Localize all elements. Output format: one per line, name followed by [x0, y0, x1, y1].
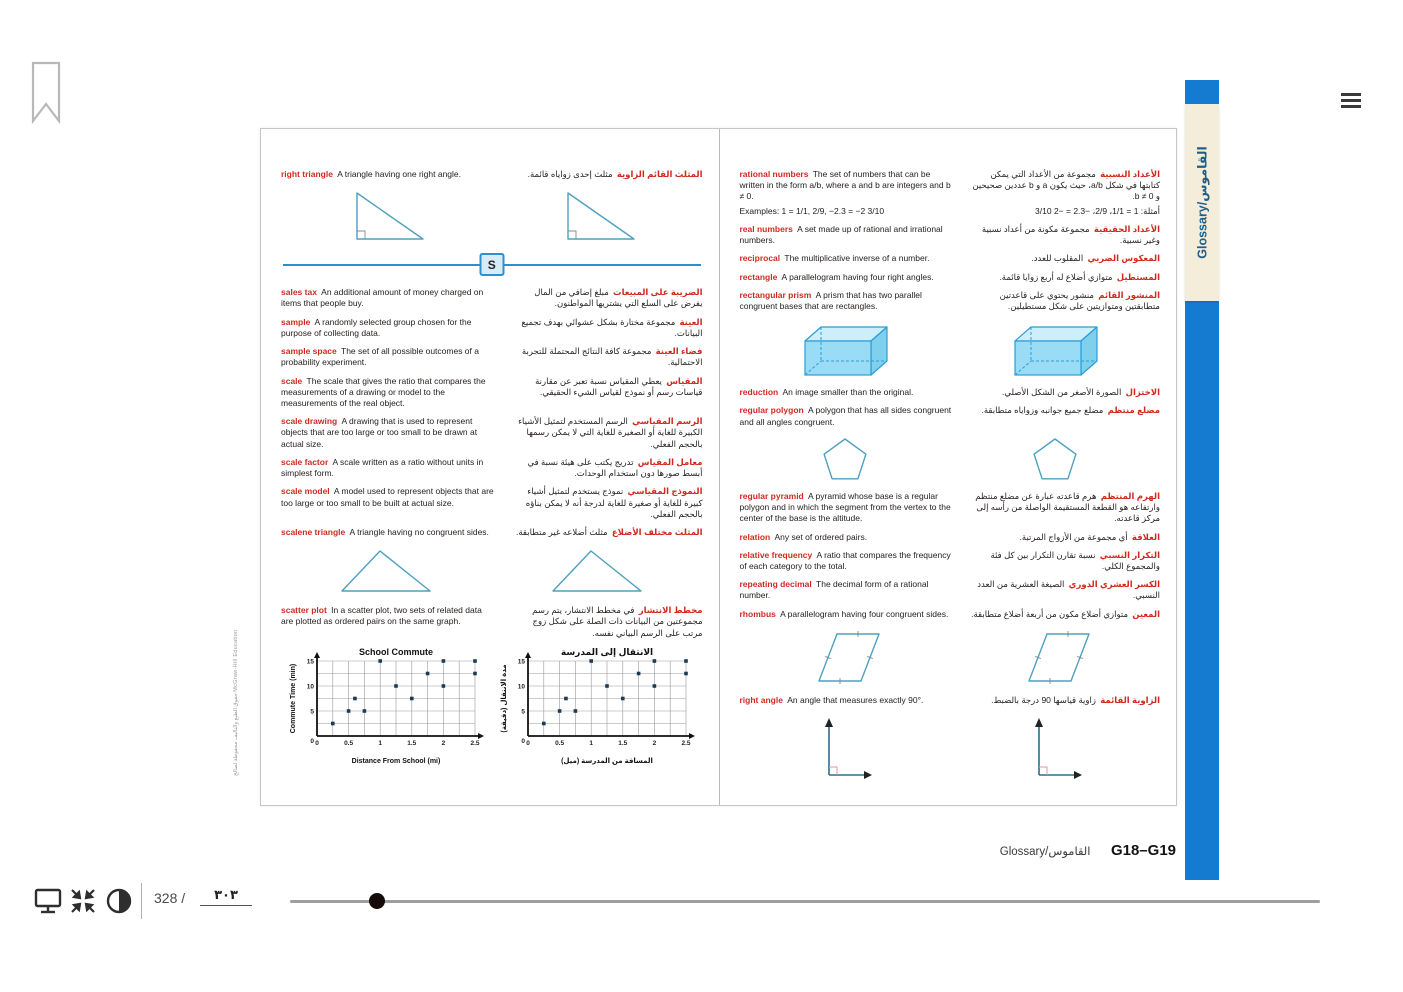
entry-definition: An additional amount of money charged on items that people buy. — [281, 287, 484, 309]
entry-arabic — [513, 605, 703, 639]
svg-text:1.5: 1.5 — [618, 739, 628, 747]
entry-term: right triangle — [281, 169, 333, 179]
glossary-entry — [740, 405, 1161, 427]
entry-term: regular polygon — [739, 405, 804, 416]
right-triangle-figure — [343, 187, 429, 245]
entry-definition-ar: المقلوب للعدد. — [1031, 253, 1084, 264]
entry-definition: The multiplicative inverse of a number. — [784, 253, 930, 264]
menu-button[interactable] — [1341, 90, 1363, 111]
entry-term: rational numbers — [739, 169, 809, 179]
glossary-entry — [281, 376, 703, 410]
page-spread — [260, 128, 1177, 806]
svg-text:5: 5 — [310, 708, 315, 716]
entry-arabic — [513, 527, 703, 538]
glossary-entry — [740, 579, 1161, 601]
glossary-entry — [740, 169, 1161, 217]
page-separator: / — [181, 890, 186, 906]
entry-term: rectangle — [739, 271, 778, 282]
entry-english — [740, 695, 954, 706]
svg-text:1: 1 — [589, 739, 594, 747]
entry-english — [281, 527, 496, 538]
scatter-plot — [287, 646, 485, 766]
svg-text:0: 0 — [521, 737, 526, 745]
monitor-icon — [33, 886, 63, 916]
entry-term: sales tax — [281, 287, 317, 298]
svg-text:0.5: 0.5 — [344, 739, 354, 747]
entry-definition: A set made up of rational and irrational numbers. — [739, 223, 943, 246]
entry-arabic — [513, 346, 703, 368]
entry-term-ar: المستطيل — [1116, 271, 1160, 282]
entry-term-ar: المقياس — [666, 375, 703, 386]
glossary-entry — [740, 695, 1161, 706]
glossary-entry — [740, 532, 1161, 543]
entry-arabic — [971, 405, 1160, 427]
svg-text:0.5: 0.5 — [555, 739, 565, 747]
figure-arabic — [950, 713, 1160, 783]
page-number-input[interactable]: ٣٠٣ — [200, 887, 252, 906]
glossary-entry — [281, 486, 703, 520]
figure-english — [740, 713, 950, 783]
entry-definition: A prism that has two parallel congruent bases that are rectangles. — [739, 289, 922, 311]
entry-term-ar: المعكوس الضربي — [1087, 253, 1160, 264]
entry-definition: A polygon that has all sides congruent and all angles congruent. — [739, 405, 952, 427]
footer-glossary-label: Glossary/القاموس — [999, 846, 1091, 858]
entry-arabic — [513, 416, 703, 450]
entry-definition-ar: مثلث أضلاعه غير متطابقة. — [516, 526, 608, 537]
entry-definition: A parallelogram having four right angles. — [781, 271, 934, 282]
entry-arabic — [513, 317, 703, 339]
entry-definition-ar: في مخطط الانتشار، يتم رسم مجموعتين من البيانات ذات الصلة على شكل زوج مرتب على الرسم البياني نفسه. — [532, 605, 703, 638]
entry-english — [281, 169, 496, 180]
figure-row — [740, 627, 1161, 687]
entry-term-ar: التكرار النسبي — [1099, 549, 1160, 560]
entry-arabic — [513, 457, 703, 479]
entry-definition: An image smaller than the original. — [782, 387, 914, 398]
entry-definition-ar: زاوية قياسها 90 درجة بالضبط. — [991, 694, 1096, 705]
entry-definition-ar: مضلع جميع جوانبه وزواياه متطابقة. — [981, 405, 1104, 416]
scatter-plot — [498, 646, 696, 766]
scalene-triangle-figure — [336, 545, 436, 597]
entry-term-ar: معامل المقياس — [637, 456, 703, 467]
glossary-entry — [740, 550, 1161, 572]
entry-definition-ar: هرم قاعدته عبارة عن مضلع منتظم وارتفاعه هو القطعة المستقيمة الواصلة من رأسه إلى مركز قاعدته. — [975, 490, 1160, 524]
entry-definition: The set of numbers that can be written in the form a/b, where a and b are integers and b ≠ 0. — [739, 169, 951, 202]
entry-definition: The scale that gives the ratio that compares the measurements of a drawing or model to the measurements of the real object. — [281, 375, 486, 408]
entry-term: regular pyramid — [739, 490, 804, 501]
entry-arabic — [971, 695, 1160, 706]
right-triangle-figure — [554, 187, 640, 245]
figure-arabic — [492, 187, 703, 245]
entry-english — [740, 609, 954, 620]
glossary-entry — [281, 457, 703, 479]
entry-definition: In a scatter plot, two sets of related data are plotted as ordered pairs on the same graph. — [281, 605, 482, 627]
entry-english — [740, 405, 954, 427]
glossary-entry — [281, 287, 703, 309]
figure-arabic — [950, 435, 1160, 483]
svg-text:2.5: 2.5 — [681, 739, 691, 747]
entry-term: relation — [739, 531, 771, 542]
svg-text:مدة الانتقال (دقيقة): مدة الانتقال (دقيقة) — [501, 664, 509, 733]
scalene-triangle-figure — [547, 545, 647, 597]
rhombus-figure — [1013, 627, 1097, 687]
bottom-toolbar — [0, 878, 1403, 928]
svg-text:15: 15 — [517, 658, 526, 666]
entry-term: rhombus — [739, 608, 776, 619]
entry-definition: The decimal form of a rational number. — [739, 579, 929, 601]
entry-term-ar: الكسر العشري الدوري — [1068, 579, 1160, 590]
entry-english — [740, 290, 954, 312]
svg-text:1.5: 1.5 — [407, 739, 417, 747]
entry-term: rectangular prism — [739, 289, 812, 300]
section-divider — [281, 253, 703, 277]
bookmark-button[interactable] — [26, 60, 66, 131]
svg-text:0: 0 — [526, 739, 530, 747]
compress-arrows-icon — [68, 886, 98, 916]
entry-term: repeating decimal — [739, 579, 812, 590]
entry-english — [740, 224, 954, 246]
entry-definition: An angle that measures exactly 90°. — [787, 694, 924, 705]
svg-text:0: 0 — [310, 737, 315, 745]
entry-term-ar: المثلث مختلف الأضلاع — [611, 526, 703, 537]
glossary-entry — [740, 290, 1161, 312]
entry-term-ar: الهرم المنتظم — [1100, 490, 1160, 501]
entry-english — [281, 317, 496, 339]
svg-text:2.5: 2.5 — [470, 739, 480, 747]
svg-text:Distance From School (mi): Distance From School (mi) — [352, 757, 441, 765]
right-angle-figure — [813, 713, 877, 783]
entry-definition-ar: منشور يحتوي على قاعدتين متطابقتين ومتوازيتين على شكل مستطيلين. — [999, 289, 1160, 311]
glossary-entry — [281, 605, 703, 639]
glossary-entry — [281, 346, 703, 368]
figure-arabic — [492, 545, 703, 597]
entry-term: scatter plot — [281, 605, 327, 616]
svg-text:2: 2 — [441, 739, 446, 747]
pentagon-figure — [819, 435, 871, 483]
figure-english — [740, 319, 950, 379]
entry-arabic — [513, 376, 703, 410]
glossary-tab-label: Glossary/القاموس — [1195, 146, 1210, 259]
entry-definition: A ratio that compares the frequency of each category to the total. — [739, 549, 951, 571]
figure-english — [740, 627, 950, 687]
entry-definition: A model used to represent objects that are too large or too small to be built at actual size. — [281, 486, 494, 508]
entry-english — [281, 346, 496, 368]
entry-definition-ar: مبلغ إضافي من المال يفرض على السلع التي يشتريها المواطنون. — [534, 287, 703, 309]
entry-term-ar: الأعداد الحقيقية — [1093, 223, 1160, 234]
glossary-left-page — [261, 129, 719, 805]
svg-text:1: 1 — [378, 739, 383, 747]
entry-definition: A pyramid whose base is a regular polygon and in which the segment from the vertex to the center of the base is the altitude. — [739, 490, 951, 524]
entry-term-ar: مضلع منتظم — [1107, 405, 1160, 416]
glossary-entry — [740, 609, 1161, 620]
entry-arabic — [513, 486, 703, 520]
entry-definition-ar: مجموعة من الأعداد التي يمكن كتابتها في شكل a/b، حيث يكون a و b عددين صحيحين و b ≠ 0. — [972, 169, 1160, 202]
svg-text:School Commute: School Commute — [359, 646, 434, 657]
entry-english — [740, 491, 954, 525]
entry-arabic — [971, 272, 1160, 283]
figure-row — [740, 713, 1161, 783]
entry-arabic — [971, 224, 1160, 246]
entry-english — [740, 579, 954, 601]
entry-definition-ar: مجموعة مختارة بشكل عشوائي بهدف تجميع البيانات. — [521, 316, 703, 338]
entry-term: scale factor — [281, 456, 329, 467]
svg-text:المسافة من المدرسة (ميل): المسافة من المدرسة (ميل) — [561, 757, 654, 765]
entry-definition: A parallelogram having four congruent sides. — [780, 608, 949, 619]
entry-english — [740, 272, 954, 283]
entry-definition: A drawing that is used to represent objects that are too large or too small to be drawn at actual size. — [281, 416, 478, 449]
figure-arabic — [950, 319, 1160, 379]
entry-definition-ar: متوازي أضلاع له أربع زوايا قائمة. — [999, 271, 1113, 282]
entry-term: reciprocal — [739, 253, 781, 264]
entry-term-ar: العلاقة — [1131, 531, 1160, 542]
figure-row — [740, 319, 1161, 379]
figure-row — [740, 435, 1161, 483]
entry-definition-ar: الرسم المستخدم لتمثيل الأشياء الكبيرة للغاية أو الصغيرة للغاية التي لا يمكن رسمها بالحجم الفعلي. — [518, 416, 703, 449]
glossary-entry — [281, 317, 703, 339]
entry-examples: Examples: 1 = 1/1, 2/9, −2.3 = −2 3/10 — [739, 205, 885, 216]
glossary-entry — [281, 416, 703, 450]
entry-english — [281, 605, 496, 639]
page-count-label — [154, 890, 185, 906]
entry-term-ar: الضريبة على المبيعات — [613, 287, 703, 298]
entry-arabic — [513, 169, 703, 180]
entry-term: scale drawing — [281, 416, 338, 427]
entry-term: relative frequency — [739, 549, 813, 560]
entry-term-ar: العينة — [679, 316, 703, 327]
svg-text:0: 0 — [315, 739, 320, 747]
entry-english — [740, 169, 954, 217]
right-angle-figure — [1023, 713, 1087, 783]
entry-english — [740, 387, 954, 398]
entry-definition-ar: أي مجموعة من الأزواج المرتبة. — [1019, 531, 1128, 542]
hamburger-menu-icon — [1341, 93, 1363, 108]
entry-definition-ar: مثلث إحدى زواياه قائمة. — [527, 169, 613, 179]
entry-term-ar: الزاوية القائمة — [1100, 694, 1160, 705]
entry-term: sample space — [281, 346, 337, 357]
entry-arabic — [971, 579, 1160, 601]
contrast-icon — [104, 886, 134, 916]
entry-definition-ar: مجموعة مكونة من أعداد نسبية وغير نسبية. — [981, 223, 1160, 246]
page-current: 328 — [154, 890, 178, 906]
svg-text:Commute Time (min): Commute Time (min) — [290, 663, 298, 734]
glossary-entry — [281, 527, 703, 538]
entry-term-ar: فضاء العينة — [655, 346, 703, 357]
page-slider-knob[interactable] — [369, 893, 385, 909]
toolbar-divider — [141, 883, 142, 919]
entry-term: scalene triangle — [281, 526, 346, 537]
entry-english — [281, 376, 496, 410]
entry-term: reduction — [739, 387, 779, 398]
figure-english — [281, 646, 492, 766]
figure-english — [740, 435, 950, 483]
monitor-view-button[interactable] — [33, 886, 63, 921]
entry-arabic — [971, 290, 1160, 312]
page-footer — [930, 842, 1176, 860]
svg-text:10: 10 — [517, 683, 526, 691]
svg-text:10: 10 — [307, 683, 315, 691]
entry-english — [740, 550, 954, 572]
entry-definition: Any set of ordered pairs. — [774, 531, 868, 542]
entry-arabic — [971, 532, 1160, 543]
figure-row — [281, 646, 703, 766]
page-slider-track[interactable] — [290, 900, 1320, 903]
entry-term: real numbers — [739, 223, 793, 234]
glossary-side-tab[interactable] — [1185, 104, 1219, 301]
entry-definition-ar: الصورة الأصغر من الشكل الأصلي. — [1002, 387, 1122, 398]
rectangular-prism-figure — [1005, 319, 1105, 379]
figure-row — [281, 187, 703, 245]
entry-definition-ar: تدريج يكتب على هيئة نسبة في أبسط صورها دون استخدام الوحدات. — [527, 456, 703, 479]
glossary-right-page — [719, 129, 1177, 805]
glossary-entry — [740, 387, 1161, 398]
glossary-entry — [740, 253, 1161, 264]
entry-english — [281, 287, 496, 309]
entry-term-ar: مخطط الانتشار — [638, 605, 703, 616]
entry-arabic — [971, 253, 1160, 264]
section-letter-badge: S — [479, 253, 504, 276]
entry-english — [740, 532, 954, 543]
entry-term: scale — [281, 375, 303, 386]
entry-arabic — [513, 287, 703, 309]
entry-definition: A scale written as a ratio without units in simplest form. — [281, 456, 484, 479]
entry-term: scale model — [281, 486, 330, 497]
entry-term-ar: الرسم المقياسي — [632, 416, 703, 427]
figure-english — [281, 187, 492, 245]
entry-definition: A randomly selected group chosen for the purpose of collecting data. — [281, 316, 472, 338]
entry-english — [281, 457, 496, 479]
entry-term-ar: المعين — [1132, 608, 1160, 619]
entry-term-ar: الاختزال — [1125, 387, 1160, 398]
entry-term: sample — [281, 316, 311, 327]
svg-text:15: 15 — [307, 658, 315, 666]
rectangular-prism-figure — [795, 319, 895, 379]
bookmark-icon — [26, 60, 66, 126]
contrast-toggle-button[interactable] — [104, 886, 134, 921]
entry-arabic — [971, 169, 1160, 217]
entry-definition-ar: يعطي المقياس نسبة تعبر عن مقارنة قياسات رسم أو نموذج لقياس الشيء الحقيقي. — [535, 375, 703, 397]
entry-arabic — [971, 387, 1160, 398]
svg-text:الانتقال إلى المدرسة: الانتقال إلى المدرسة — [560, 646, 654, 657]
entry-arabic — [971, 609, 1160, 620]
entry-english — [281, 486, 496, 520]
entry-term-ar: المنشور القائم — [1098, 289, 1160, 300]
figure-row — [281, 545, 703, 597]
figure-english — [281, 545, 492, 597]
entry-english — [740, 253, 954, 264]
rhombus-figure — [803, 627, 887, 687]
glossary-entry — [740, 491, 1161, 525]
pentagon-figure — [1029, 435, 1081, 483]
copyright-margin-text: حقوق الطبع والتأليف محفوظة لصالح McGraw-Hill Education — [233, 629, 239, 776]
footer-page-range: G18–G19 — [1110, 842, 1176, 859]
entry-definition: A triangle having one right angle. — [337, 169, 462, 179]
entry-definition-ar: الصيغة العشرية من العدد النسبي. — [977, 579, 1160, 601]
entry-definition-ar: نموذج يستخدم لتمثيل أشياء كبيرة للغاية أو صغيرة للغاية لدرجة أنه لا يمكن بناؤه بالحجم الفعلي. — [525, 486, 703, 519]
entry-term-ar: الأعداد النسبية — [1100, 169, 1160, 179]
entry-definition-ar: نسبة تقارن التكرار بين كل فئة والمجموع الكلي. — [990, 549, 1160, 571]
svg-text:5: 5 — [521, 708, 526, 716]
glossary-entry — [740, 224, 1161, 246]
entry-definition: The set of all possible outcomes of a probability experiment. — [281, 346, 479, 368]
entry-arabic — [971, 550, 1160, 572]
entry-term: right angle — [739, 694, 783, 705]
glossary-entry — [281, 169, 703, 180]
entry-english — [281, 416, 496, 450]
svg-text:2: 2 — [652, 739, 657, 747]
entry-term-ar: المثلث القائم الزاوية — [616, 169, 703, 179]
glossary-entry — [740, 272, 1161, 283]
figure-arabic — [492, 646, 703, 766]
entry-definition-ar: مجموعة كافة النتائج المحتملة للتجربة الاحتمالية. — [521, 346, 703, 368]
entry-definition: A triangle having no congruent sides. — [349, 526, 489, 537]
entry-term-ar: النموذج المقياسي — [627, 486, 703, 497]
entry-arabic — [971, 491, 1160, 525]
entry-examples-ar: أمثلة: 1 = 1/1، 2/9، −2.3 = −2 3/10 — [1035, 205, 1160, 216]
entry-definition-ar: متوازي أضلاع مكون من أربعة أضلاع متطابقة. — [971, 608, 1129, 619]
exit-fullscreen-button[interactable] — [68, 886, 98, 921]
figure-arabic — [950, 627, 1160, 687]
